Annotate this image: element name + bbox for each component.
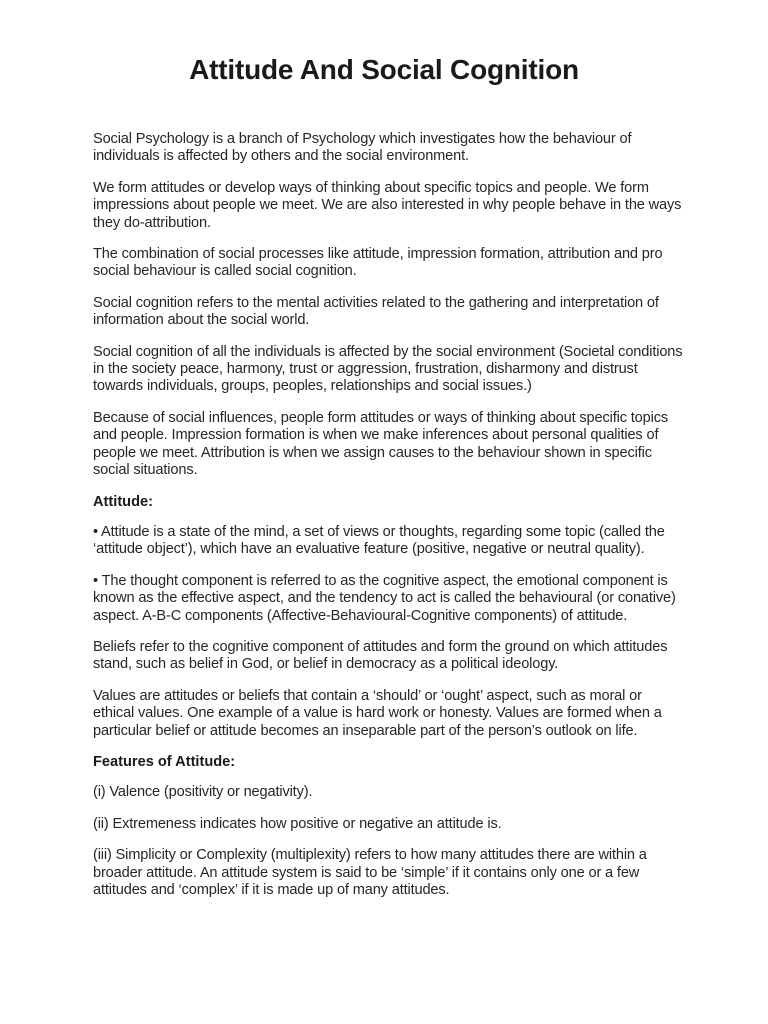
page-title: Attitude And Social Cognition xyxy=(189,54,579,85)
paragraph-social-environment: Social cognition of all the individuals is affected by the social environment (Societal conditions in the society peace, harmony, trust or aggression, frustration, disharmony and distrust towards individuals, groups, peoples, relationships and social issues.) xyxy=(93,343,683,395)
bullet-attitude-components: • The thought component is referred to as the cognitive aspect, the emotional component is known as the effective aspect, and the tendency to act is called the behavioural (or conative) aspect. A-B-C components (Affective-Behavioural-Cognitive components) of attitude. xyxy=(93,572,676,624)
bullet-attitude-definition: • Attitude is a state of the mind, a set of views or thoughts, regarding some topic (called the ‘attitude object’), which have an evaluative feature (positive, negative or neutral quality). xyxy=(93,523,665,558)
feature-extremeness: (ii) Extremeness indicates how positive or negative an attitude is. xyxy=(93,815,502,832)
feature-valence: (i) Valence (positivity or negativity). xyxy=(93,784,313,801)
paragraph-social-cognition-definition: Social cognition refers to the mental activities related to the gathering and interpretation of information about the social world. xyxy=(93,294,659,329)
paragraph-form-attitudes: We form attitudes or develop ways of thinking about specific topics and people. We form impressions about people we meet. We are also interested in why people behave in the ways they do-attribution. xyxy=(93,179,682,231)
document-body xyxy=(93,131,683,913)
feature-simplicity-complexity: (iii) Simplicity or Complexity (multiplexity) refers to how many attitudes there are within a broader attitude. An attitude system is said to be ‘simple’ if it contains only one or a few attitudes and ‘complex’ if it is made up of many attitudes. xyxy=(93,847,647,898)
section-heading-attitude: Attitude: xyxy=(93,493,153,510)
paragraph-beliefs: Beliefs refer to the cognitive component of attitudes and form the ground on which attitudes stand, such as belief in God, or belief in democracy as a political ideology. xyxy=(93,638,668,673)
section-heading-features: Features of Attitude: xyxy=(93,753,236,770)
paragraph-combination: The combination of social processes like attitude, impression formation, attribution and pro social behaviour is called social cognition. xyxy=(93,246,663,280)
paragraph-values: Values are attitudes or beliefs that contain a ‘should’ or ‘ought’ aspect, such as moral or ethical values. One example of a value is hard work or honesty. Values are formed when a particular belief or attitude becomes an inseparable part of the person’s outlook on life. xyxy=(93,687,662,739)
paragraph-social-psychology: Social Psychology is a branch of Psychology which investigates how the behaviour of individuals is affected by others and the social environment. xyxy=(93,131,632,165)
paragraph-social-influences: Because of social influences, people form attitudes or ways of thinking about specific topics and people. Impression formation is when we make inferences about personal qualities of people we meet. Attribution is when we assign causes to the behaviour shown in specific social situations. xyxy=(93,409,668,479)
